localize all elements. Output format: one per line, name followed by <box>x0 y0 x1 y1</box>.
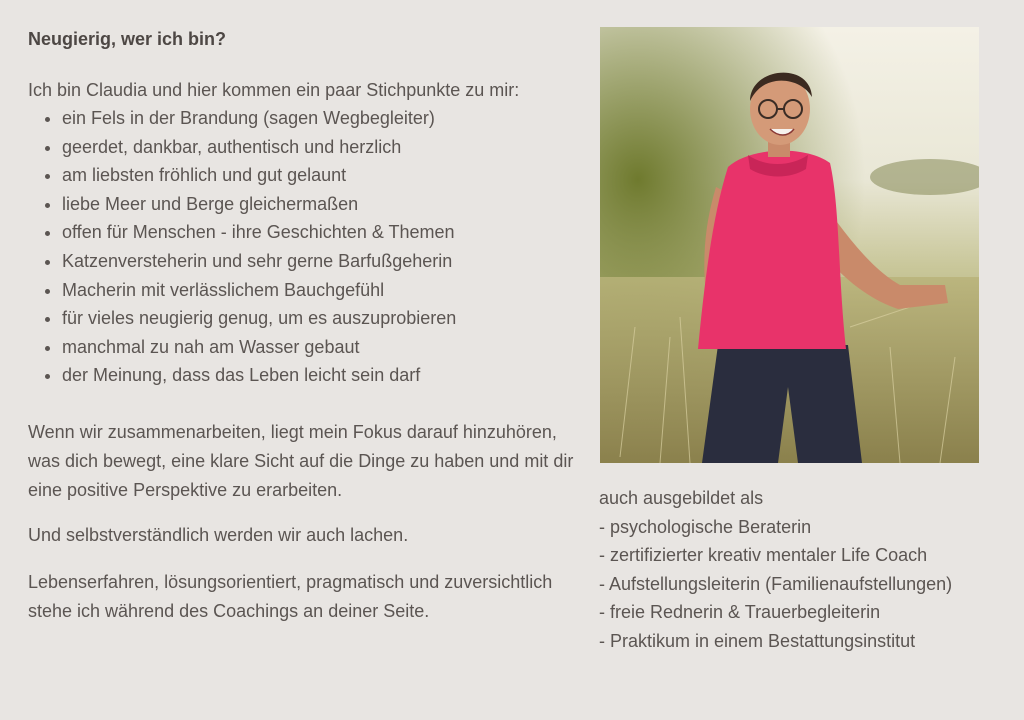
portrait-photo <box>600 27 979 463</box>
list-item: - freie Rednerin & Trauerbegleiterin <box>599 602 881 623</box>
list-item: • Macherin mit verlässlichem Bauchgefühl <box>62 276 456 305</box>
list-item: - Aufstellungsleiterin (Familienaufstellungen) <box>599 573 953 594</box>
list-item: • Katzenversteherin und sehr gerne Barfußgeherin <box>62 247 456 276</box>
training-title: auch ausgebildet als <box>599 488 764 508</box>
list-item: - psychologische Beraterin <box>599 516 812 537</box>
list-item: • geerdet, dankbar, authentisch und herzlich <box>62 133 456 162</box>
list-item: - Praktikum in einem Bestattungsinstitut <box>599 630 916 651</box>
focus-paragraph: Wenn wir zusammenarbeiten, liegt mein Fokus darauf hinzuhören, was dich bewegt, eine klare Sicht auf die Dinge zu haben und mit dir eine positive Perspektive zu erarbeiten. <box>28 422 574 500</box>
experience-paragraph: Lebenserfahren, lösungsorientiert, pragmatisch und zuversichtlich stehe ich während des Coachings an deiner Seite. <box>28 572 553 621</box>
list-item: • liebe Meer und Berge gleichermaßen <box>62 190 456 219</box>
traits-list <box>34 104 456 390</box>
list-item: • manchmal zu nah am Wasser gebaut <box>62 333 456 362</box>
list-item: • ein Fels in der Brandung (sagen Wegbegleiter) <box>62 104 456 133</box>
intro-text: Ich bin Claudia und hier kommen ein paar Stichpunkte zu mir: <box>28 80 520 100</box>
list-item: - zertifizierter kreativ mentaler Life Coach <box>599 545 928 566</box>
laugh-paragraph: Und selbstverständlich werden wir auch lachen. <box>28 525 409 545</box>
list-item: • für vieles neugierig genug, um es auszuprobieren <box>62 304 456 333</box>
list-item: • offen für Menschen - ihre Geschichten & Themen <box>62 218 456 247</box>
training-list <box>599 484 952 656</box>
section-heading: Neugierig, wer ich bin? <box>28 29 227 49</box>
list-item: • der Meinung, dass das Leben leicht sein darf <box>62 361 456 390</box>
list-item: • am liebsten fröhlich und gut gelaunt <box>62 161 456 190</box>
